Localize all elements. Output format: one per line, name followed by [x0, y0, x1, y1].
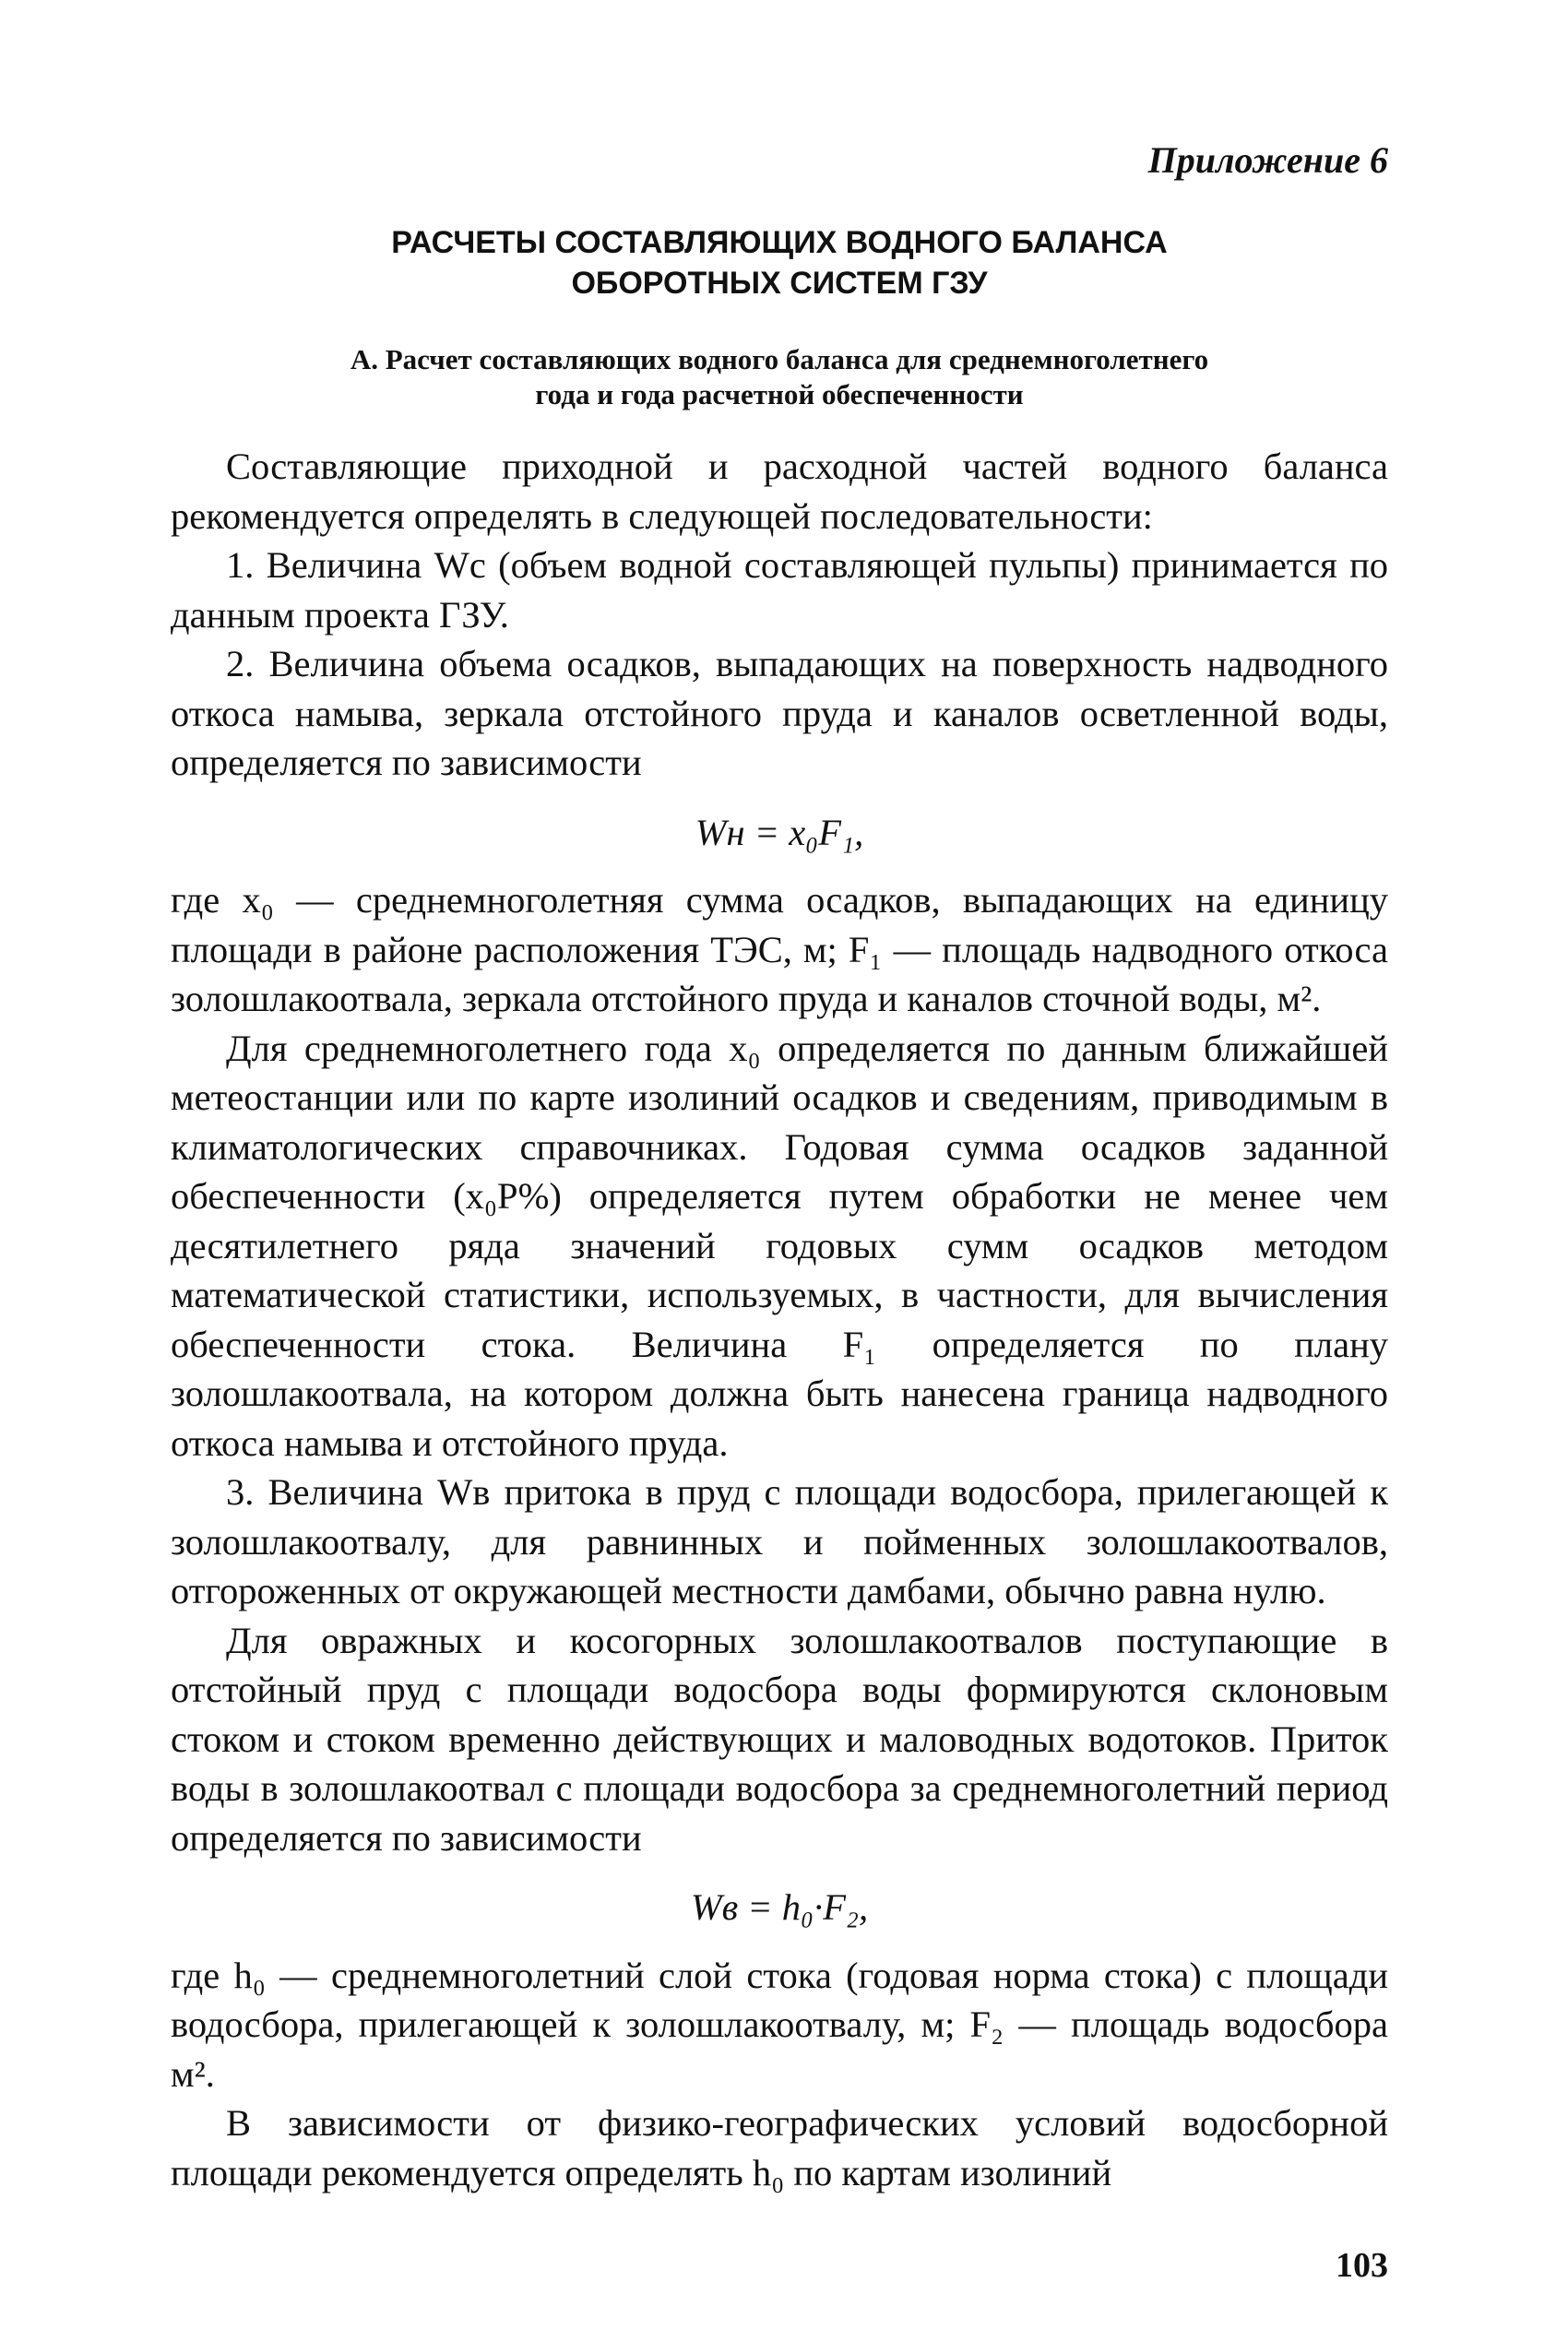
formula-catchment-inflow: Wв = h₀·F₂,: [690, 1886, 869, 1928]
paragraph-item-3: 3. Величина Wв притока в пруд с площади водосбора, прилегающей к золошлакоотвалу, для равнинных и пойменных золошлакоотвалов, отгороженных от окружающей местности дамбами, обычно равна нулю.: [171, 1471, 1388, 1611]
formula-precipitation: Wн = x₀F₁,: [695, 811, 864, 853]
page-number: 103: [1336, 2246, 1388, 2285]
section-heading-line-2: года и года расчетной обеспеченности: [535, 378, 1024, 411]
document-title-line-1: РАСЧЕТЫ СОСТАВЛЯЮЩИХ ВОДНОГО БАЛАНСА: [391, 225, 1168, 260]
paragraph-formula-1-legend: где x₀ — среднемноголетняя сумма осадков, выпадающих на единицу площади в районе расположения ТЭС, м; F₁ — площадь надводного откоса золошлакоотвала, зеркала отстойного пруда и каналов сточной воды, м².: [171, 879, 1388, 1019]
section-heading: [208, 342, 1351, 412]
document-title-line-2: ОБОРОТНЫХ СИСТЕМ ГЗУ: [571, 266, 988, 302]
document-title: [171, 222, 1388, 303]
paragraph-isoline-maps: В зависимости от физико-географических условий водосборной площади рекомендуется определять h₀ по картам изолиний: [171, 2102, 1388, 2193]
paragraph-formula-2-legend: где h₀ — среднемноголетний слой стока (годовая норма стока) с площади водосбора, прилегающей к золошлакоотвалу, м; F₂ — площадь водосбора м².: [171, 1954, 1388, 2095]
paragraph-item-1: 1. Величина Wс (объем водной составляющей пульпы) принимается по данным проекта ГЗУ.: [171, 544, 1388, 636]
paragraph-ravine-reservoirs: Для овражных и косогорных золошлакоотвалов поступающие в отстойный пруд с площади водосбора воды формируются склоновым стоком и стоком временно действующих и маловодных водотоков. Приток воды в золошлакоотвал с площади водосбора за среднемноголетний период определяется по зависимости: [171, 1619, 1388, 1859]
paragraph-item-2: 2. Величина объема осадков, выпадающих на поверхность надводного откоса намыва, зеркала отстойного пруда и каналов осветленной воды, определяется по зависимости: [171, 643, 1388, 783]
appendix-label: Приложение 6: [1147, 139, 1388, 181]
paragraph-precipitation-detail: Для среднемноголетнего года x₀ определяется по данным ближайшей метеостанции или по карте изолиний осадков и сведениям, приводимым в климатологических справочниках. Годовая сумма осадков заданной обеспеченности (x₀P%) определяется путем обработки не менее чем десятилетнего ряда значений годовых сумм осадков методом математической статистики, используемых, в частности, для вычисления обеспеченности стока. Величина F₁ определяется по плану золошлакоотвала, на котором должна быть нанесена граница надводного откоса намыва и отстойного пруда.: [171, 1027, 1388, 1464]
section-heading-line-1: А. Расчет составляющих водного баланса для среднемноголетнего: [350, 343, 1209, 376]
paragraph-intro: Составляющие приходной и расходной частей водного баланса рекомендуется определять в следующей последовательности:: [171, 446, 1388, 537]
document-page: [171, 138, 1388, 2285]
